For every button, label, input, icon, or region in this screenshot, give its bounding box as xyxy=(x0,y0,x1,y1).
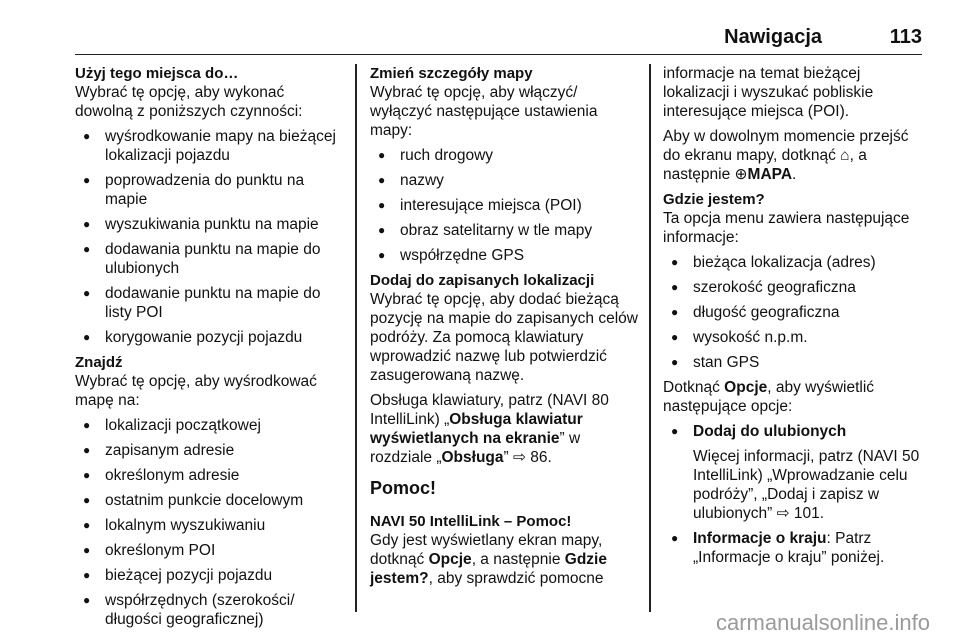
paragraph: Wybrać tę opcję, aby dodać bieżącą pozycję na mapie do zapisanych celów podróży. Za pomocą klawiatury wprowadzić nazwę lub potwierdzić zasugerowaną nazwę. xyxy=(370,291,638,384)
list-item: ● bieżącej pozycji pojazdu xyxy=(75,566,345,585)
list-item: ● korygowanie pozycji pojazdu xyxy=(75,328,345,347)
column-3 xyxy=(663,64,928,573)
list-item: ● dodawania punktu na mapie do ulubionych xyxy=(75,240,345,278)
list-item: ● Informacje o kraju: Patrz „Informacje o kraju” poniżej. xyxy=(663,529,928,567)
list-item: ● wyszukiwania punktu na mapie xyxy=(75,215,345,234)
home-icon: ⌂ xyxy=(840,147,850,164)
heading-help: Pomoc! xyxy=(370,478,437,498)
list-item: ● obraz satelitarny w tle mapy xyxy=(370,221,640,240)
reference-paragraph: Obsługa klawiatury, patrz (NAVI 80 IntelliLink) „Obsługa klawiatur wyświetlanych na ekranie” w rozdziale „Obsługa” ⇨ 86. xyxy=(370,392,609,466)
page-number: 113 xyxy=(889,26,922,48)
list-item: ● nazwy xyxy=(370,171,640,190)
list-item: ● wysokość n.p.m. xyxy=(663,328,928,347)
paragraph: Aby w dowolnym momencie przejść do ekranu mapy, dotknąć ⌂, a następnie ⊕MAPA. xyxy=(663,128,909,183)
heading-navi50-help: NAVI 50 IntelliLink – Pomoc! xyxy=(370,513,572,530)
column-1 xyxy=(75,64,345,635)
paragraph: Wybrać tę opcję, aby wykonać dowolną z poniższych czynności: xyxy=(75,84,303,120)
list-item: ● wyśrodkowanie mapy na bieżącej lokalizacji pojazdu xyxy=(75,127,345,165)
list-item: ● określonym POI xyxy=(75,541,345,560)
bullet-list xyxy=(75,416,345,629)
page-header xyxy=(75,24,922,55)
watermark: carmanualsonline.info xyxy=(715,610,930,635)
bullet-list xyxy=(75,127,345,347)
list-item: ● ruch drogowy xyxy=(370,146,640,165)
list-item: ● interesujące miejsca (POI) xyxy=(370,196,640,215)
column-divider xyxy=(649,64,651,612)
map-globe-icon: ⊕ xyxy=(734,166,748,183)
bullet-list xyxy=(663,422,928,567)
column-2 xyxy=(370,64,640,594)
list-item: ● dodawanie punktu na mapie do listy POI xyxy=(75,284,345,322)
list-item: ● zapisanym adresie xyxy=(75,441,345,460)
column-divider xyxy=(355,64,357,612)
paragraph: informacje na temat bieżącej lokalizacji i wyszukać pobliskie interesujące miejsca (POI). xyxy=(663,65,874,120)
bullet-list xyxy=(370,146,640,265)
list-item: ● współrzędnych (szerokości/ długości geograficznej) xyxy=(75,591,345,629)
list-item: ● współrzędne GPS xyxy=(370,246,640,265)
list-item: ● bieżąca lokalizacja (adres) xyxy=(663,253,928,272)
heading-use-this-place: Użyj tego miejsca do… xyxy=(75,65,239,82)
list-item: ● poprowadzenia do punktu na mapie xyxy=(75,171,345,209)
heading-where-am-i: Gdzie jestem? xyxy=(663,191,765,208)
list-item: ● ostatnim punkcie docelowym xyxy=(75,491,345,510)
list-item: ● określonym adresie xyxy=(75,466,345,485)
list-item: ● lokalnym wyszukiwaniu xyxy=(75,516,345,535)
heading-add-to-saved: Dodaj do zapisanych lokalizacji xyxy=(370,272,595,289)
list-item: ● długość geograficzna xyxy=(663,303,928,322)
paragraph: Wybrać tę opcję, aby wyśrodkować mapę na: xyxy=(75,373,317,409)
list-item: ● Dodaj do ulubionych Więcej informacji, patrz (NAVI 50 IntelliLink) „Wprowadzanie celu podróży”, „Dodaj i zapisz w ulubionych” ⇨ 101. xyxy=(663,422,928,523)
heading-change-map-details: Zmień szczegóły mapy xyxy=(370,65,533,82)
bullet-list xyxy=(663,253,928,372)
heading-find: Znajdź xyxy=(75,354,123,371)
list-item: ● stan GPS xyxy=(663,353,928,372)
list-item: ● szerokość geograficzna xyxy=(663,278,928,297)
section-title: Nawigacja xyxy=(724,26,822,48)
paragraph: Dotknąć Opcje, aby wyświetlić następujące opcje: xyxy=(663,379,875,415)
page-ref-arrow-icon: ⇨ xyxy=(776,505,790,522)
page-ref-arrow-icon: ⇨ xyxy=(512,449,526,466)
paragraph: Ta opcja menu zawiera następujące informacje: xyxy=(663,210,910,246)
paragraph: Gdy jest wyświetlany ekran mapy, dotknąć Opcje, a następnie Gdzie jestem?, aby sprawdzić pomocne xyxy=(370,532,607,587)
paragraph: Wybrać tę opcję, aby włączyć/ wyłączyć następujące ustawienia mapy: xyxy=(370,84,598,139)
list-item: ● lokalizacji początkowej xyxy=(75,416,345,435)
